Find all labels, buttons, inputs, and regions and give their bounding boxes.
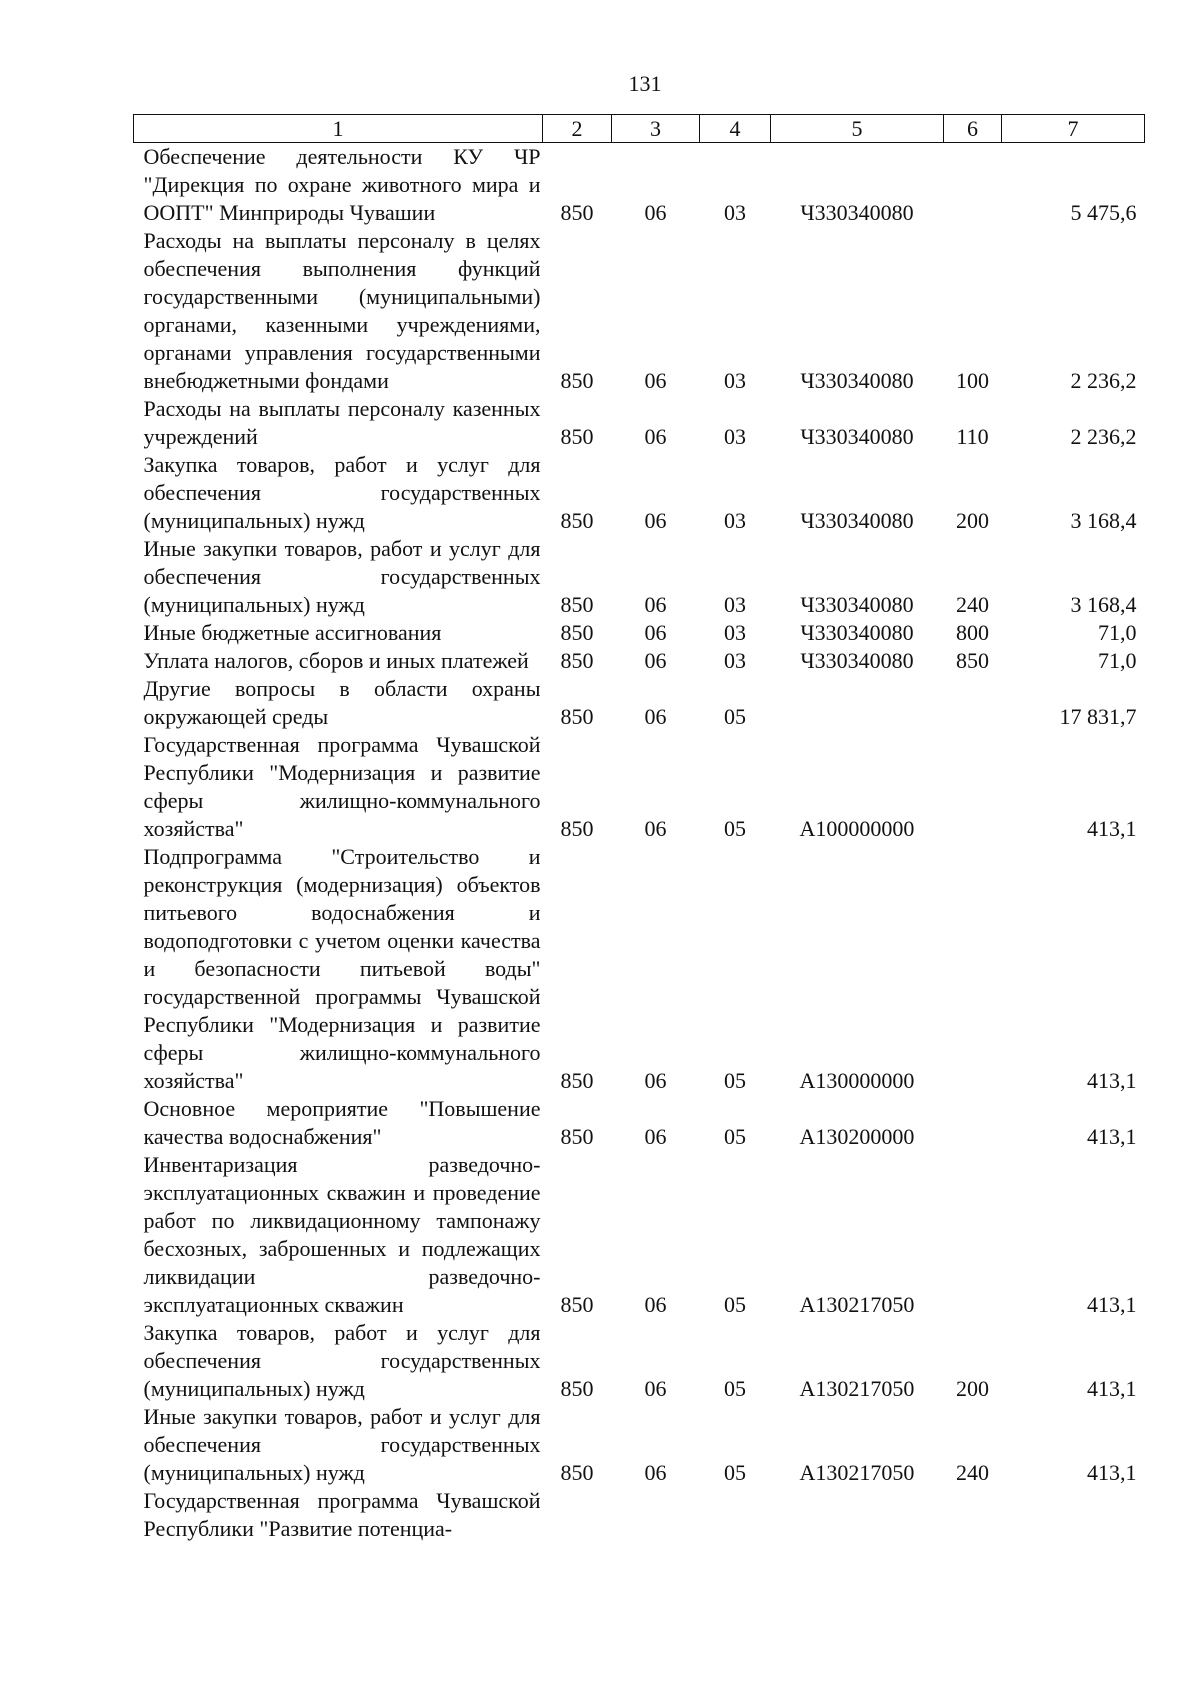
row-subsection: 05 (724, 1460, 746, 1485)
table-row (134, 1403, 1145, 1487)
header-col-7: 7 (1002, 115, 1145, 143)
row-type: 800 (956, 620, 989, 645)
row-type (944, 1095, 1002, 1151)
table-header-row (134, 115, 1145, 143)
row-type (944, 843, 1002, 1095)
row-type (944, 675, 1002, 731)
row-section: 06 (644, 1124, 667, 1149)
row-target: Ч330340080 (800, 508, 914, 533)
row-section: 06 (644, 1292, 667, 1317)
row-section (612, 1487, 700, 1543)
table-row (134, 1095, 1145, 1151)
table-row (134, 731, 1145, 843)
row-ministry: 850 (560, 1460, 594, 1485)
row-type (944, 731, 1002, 843)
row-type: 200 (956, 1376, 989, 1401)
table-row (134, 675, 1145, 731)
row-target: А130200000 (799, 1124, 915, 1149)
row-target (771, 1487, 944, 1543)
row-ministry: 850 (560, 1376, 594, 1401)
table-row (134, 1151, 1145, 1319)
row-subsection: 05 (724, 816, 746, 841)
row-target: Ч330340080 (800, 368, 914, 393)
row-type (944, 1151, 1002, 1319)
row-amount: 413,1 (1087, 1292, 1137, 1317)
row-name: Подпрограмма "Строительство и реконструкция (модернизация) объектов питьевого водоснабжения и водоподготовки с учетом оценки качества и безопасности питьевой воды" государственной программы Чувашской Республики "Модернизация и развитие сферы жилищно-коммунального хозяйства" (143, 844, 541, 1093)
header-col-2: 2 (543, 115, 612, 143)
row-target: А130217050 (799, 1376, 915, 1401)
row-amount (1002, 1487, 1145, 1543)
row-ministry (543, 1487, 612, 1543)
row-amount: 5 475,6 (1070, 200, 1137, 225)
row-type: 100 (956, 368, 989, 393)
row-subsection: 05 (724, 1292, 746, 1317)
row-target: Ч330340080 (800, 648, 914, 673)
row-name: Обеспечение деятельности КУ ЧР "Дирекция по охране животного мира и ООПТ" Минприроды Чувашии (143, 144, 541, 225)
row-target: Ч330340080 (800, 424, 914, 449)
row-subsection (700, 1487, 771, 1543)
row-ministry: 850 (560, 816, 594, 841)
row-target: А130217050 (799, 1292, 915, 1317)
row-type: 240 (956, 592, 989, 617)
budget-table (133, 114, 1145, 1543)
row-type: 110 (956, 424, 989, 449)
row-section: 06 (644, 592, 667, 617)
row-ministry: 850 (560, 592, 594, 617)
row-ministry: 850 (560, 704, 594, 729)
table-row (134, 395, 1145, 451)
row-name: Закупка товаров, работ и услуг для обеспечения государственных (муниципальных) нужд (143, 452, 541, 533)
row-section: 06 (644, 1068, 667, 1093)
row-subsection: 05 (724, 1068, 746, 1093)
row-subsection: 05 (724, 704, 746, 729)
header-col-6: 6 (944, 115, 1002, 143)
header-col-5: 5 (771, 115, 944, 143)
row-ministry: 850 (560, 620, 594, 645)
row-type: 200 (956, 508, 989, 533)
row-type (944, 1487, 1002, 1543)
row-ministry: 850 (560, 508, 594, 533)
row-name: Государственная программа Чувашской Республики "Модернизация и развитие сферы жилищно-коммунального хозяйства" (143, 732, 541, 841)
page-number: 131 (628, 71, 662, 96)
row-amount: 413,1 (1087, 1460, 1137, 1485)
row-section: 06 (644, 1460, 667, 1485)
row-subsection: 03 (724, 620, 746, 645)
row-name: Расходы на выплаты персоналу казенных учреждений (143, 396, 541, 449)
row-ministry: 850 (560, 1292, 594, 1317)
row-ministry: 850 (560, 1124, 594, 1149)
table-row (134, 227, 1145, 395)
row-name: Другие вопросы в области охраны окружающей среды (143, 676, 541, 729)
row-amount: 3 168,4 (1070, 592, 1137, 617)
row-ministry: 850 (560, 368, 594, 393)
row-amount: 17 831,7 (1059, 704, 1137, 729)
row-ministry: 850 (560, 200, 594, 225)
row-amount: 2 236,2 (1070, 424, 1137, 449)
row-section: 06 (644, 620, 667, 645)
row-type (944, 143, 1002, 228)
row-target: Ч330340080 (800, 620, 914, 645)
row-name: Иные закупки товаров, работ и услуг для обеспечения государственных (муниципальных) нужд (143, 1404, 541, 1485)
table-row (134, 843, 1145, 1095)
table-row (134, 535, 1145, 619)
row-target (771, 675, 944, 731)
row-section: 06 (644, 368, 667, 393)
row-subsection: 03 (724, 424, 746, 449)
row-name: Государственная программа Чувашской Республики "Развитие потенциа- (143, 1488, 541, 1541)
row-target: А100000000 (799, 816, 915, 841)
row-subsection: 05 (724, 1124, 746, 1149)
row-ministry: 850 (560, 1068, 594, 1093)
row-target: А130000000 (799, 1068, 915, 1093)
row-name: Иные бюджетные ассигнования (143, 620, 442, 645)
header-col-4: 4 (700, 115, 771, 143)
row-ministry: 850 (560, 424, 594, 449)
row-subsection: 03 (724, 368, 746, 393)
row-name: Закупка товаров, работ и услуг для обеспечения государственных (муниципальных) нужд (143, 1320, 541, 1401)
row-amount: 413,1 (1087, 1376, 1137, 1401)
row-amount: 413,1 (1087, 1068, 1137, 1093)
table-row (134, 143, 1145, 228)
row-amount: 3 168,4 (1070, 508, 1137, 533)
row-amount: 413,1 (1087, 1124, 1137, 1149)
row-section: 06 (644, 424, 667, 449)
row-section: 06 (644, 508, 667, 533)
row-section: 06 (644, 1376, 667, 1401)
header-col-3: 3 (612, 115, 700, 143)
table-row (134, 1319, 1145, 1403)
row-subsection: 05 (724, 1376, 746, 1401)
row-amount: 71,0 (1098, 648, 1137, 673)
row-amount: 2 236,2 (1070, 368, 1137, 393)
row-section: 06 (644, 816, 667, 841)
row-type: 240 (956, 1460, 989, 1485)
row-name: Инвентаризация разведочно-эксплуатационных скважин и проведение работ по ликвидационному тампонажу бесхозных, заброшенных и подлежащих ликвидации разведочно-эксплуатационных скважин (143, 1152, 541, 1317)
row-amount: 71,0 (1098, 620, 1137, 645)
row-name: Иные закупки товаров, работ и услуг для обеспечения государственных (муниципальных) нужд (143, 536, 541, 617)
table-row (134, 451, 1145, 535)
row-name: Уплата налогов, сборов и иных платежей (143, 648, 529, 673)
row-type: 850 (956, 648, 989, 673)
row-amount: 413,1 (1087, 816, 1137, 841)
row-section: 06 (644, 704, 667, 729)
header-col-1: 1 (134, 115, 543, 143)
row-name: Расходы на выплаты персоналу в целях обеспечения выполнения функций государственными (муниципальными) органами, казенными учреждениями, органами управления государственными внебюджетными фондами (143, 228, 541, 393)
row-subsection: 03 (724, 200, 746, 225)
row-subsection: 03 (724, 508, 746, 533)
table-row (134, 1487, 1145, 1543)
row-subsection: 03 (724, 648, 746, 673)
row-subsection: 03 (724, 592, 746, 617)
row-name: Основное мероприятие "Повышение качества водоснабжения" (143, 1096, 541, 1149)
row-section: 06 (644, 648, 667, 673)
table-row (134, 619, 1145, 647)
row-section: 06 (644, 200, 667, 225)
row-ministry: 850 (560, 648, 594, 673)
row-target: Ч330340080 (800, 592, 914, 617)
row-target: Ч330340080 (800, 200, 914, 225)
table-row (134, 647, 1145, 675)
row-target: А130217050 (799, 1460, 915, 1485)
